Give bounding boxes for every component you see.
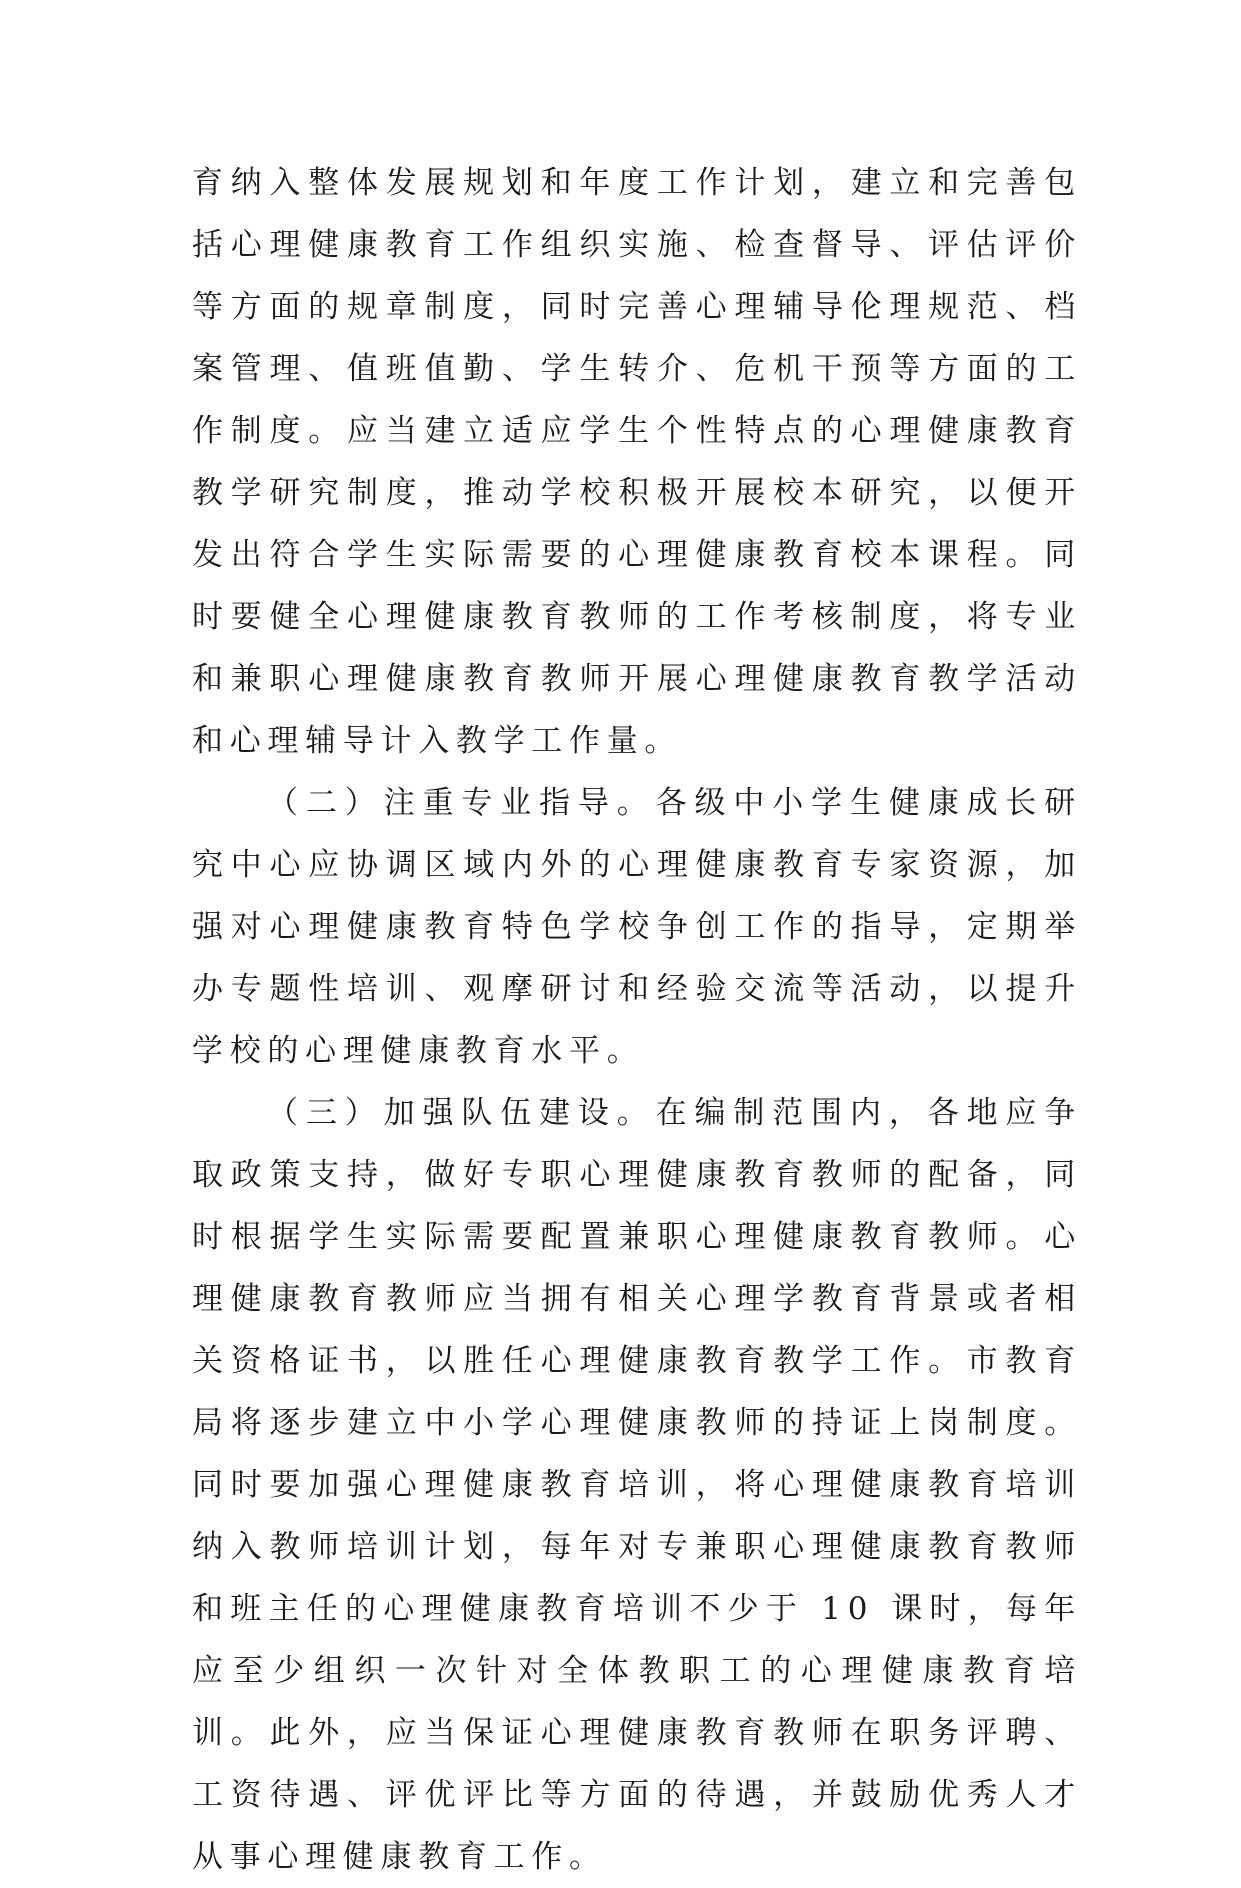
document-body <box>192 152 1082 1888</box>
paragraph-1: 育纳入整体发展规划和年度工作计划，建立和完善包括心理健康教育工作组织实施、检查督导、评估评价等方面的规章制度，同时完善心理辅导伦理规范、档案管理、值班值勤、学生转介、危机干预等方面的工作制度。应当建立适应学生个性特点的心理健康教育教学研究制度，推动学校积极开展校本研究，以便开发出符合学生实际需要的心理健康教育校本课程。同时要健全心理健康教育教师的工作考核制度，将专业和兼职心理健康教育教师开展心理健康教育教学活动和心理辅导计入教学工作量。 <box>192 165 1082 759</box>
paragraph-2: （二）注重专业指导。各级中小学生健康成长研究中心应协调区域内外的心理健康教育专家资源，加强对心理健康教育特色学校争创工作的指导，定期举办专题性培训、观摩研讨和经验交流等活动，以提升学校的心理健康教育水平。 <box>192 785 1082 1069</box>
paragraph-3: （三）加强队伍建设。在编制范围内，各地应争取政策支持，做好专职心理健康教育教师的配备，同时根据学生实际需要配置兼职心理健康教育教师。心理健康教育教师应当拥有相关心理学教育背景或者相关资格证书，以胜任心理健康教育教学工作。市教育局将逐步建立中小学心理健康教师的持证上岗制度。同时要加强心理健康教育培训，将心理健康教育培训纳入教师培训计划，每年对专兼职心理健康教育教师和班主任的心理健康教育培训不少于 10 课时，每年应至少组织一次针对全体教职工的心理健康教育培训。此外，应当保证心理健康教育教师在职务评聘、工资待遇、评优评比等方面的待遇，并鼓励优秀人才从事心理健康教育工作。 <box>192 1095 1082 1875</box>
